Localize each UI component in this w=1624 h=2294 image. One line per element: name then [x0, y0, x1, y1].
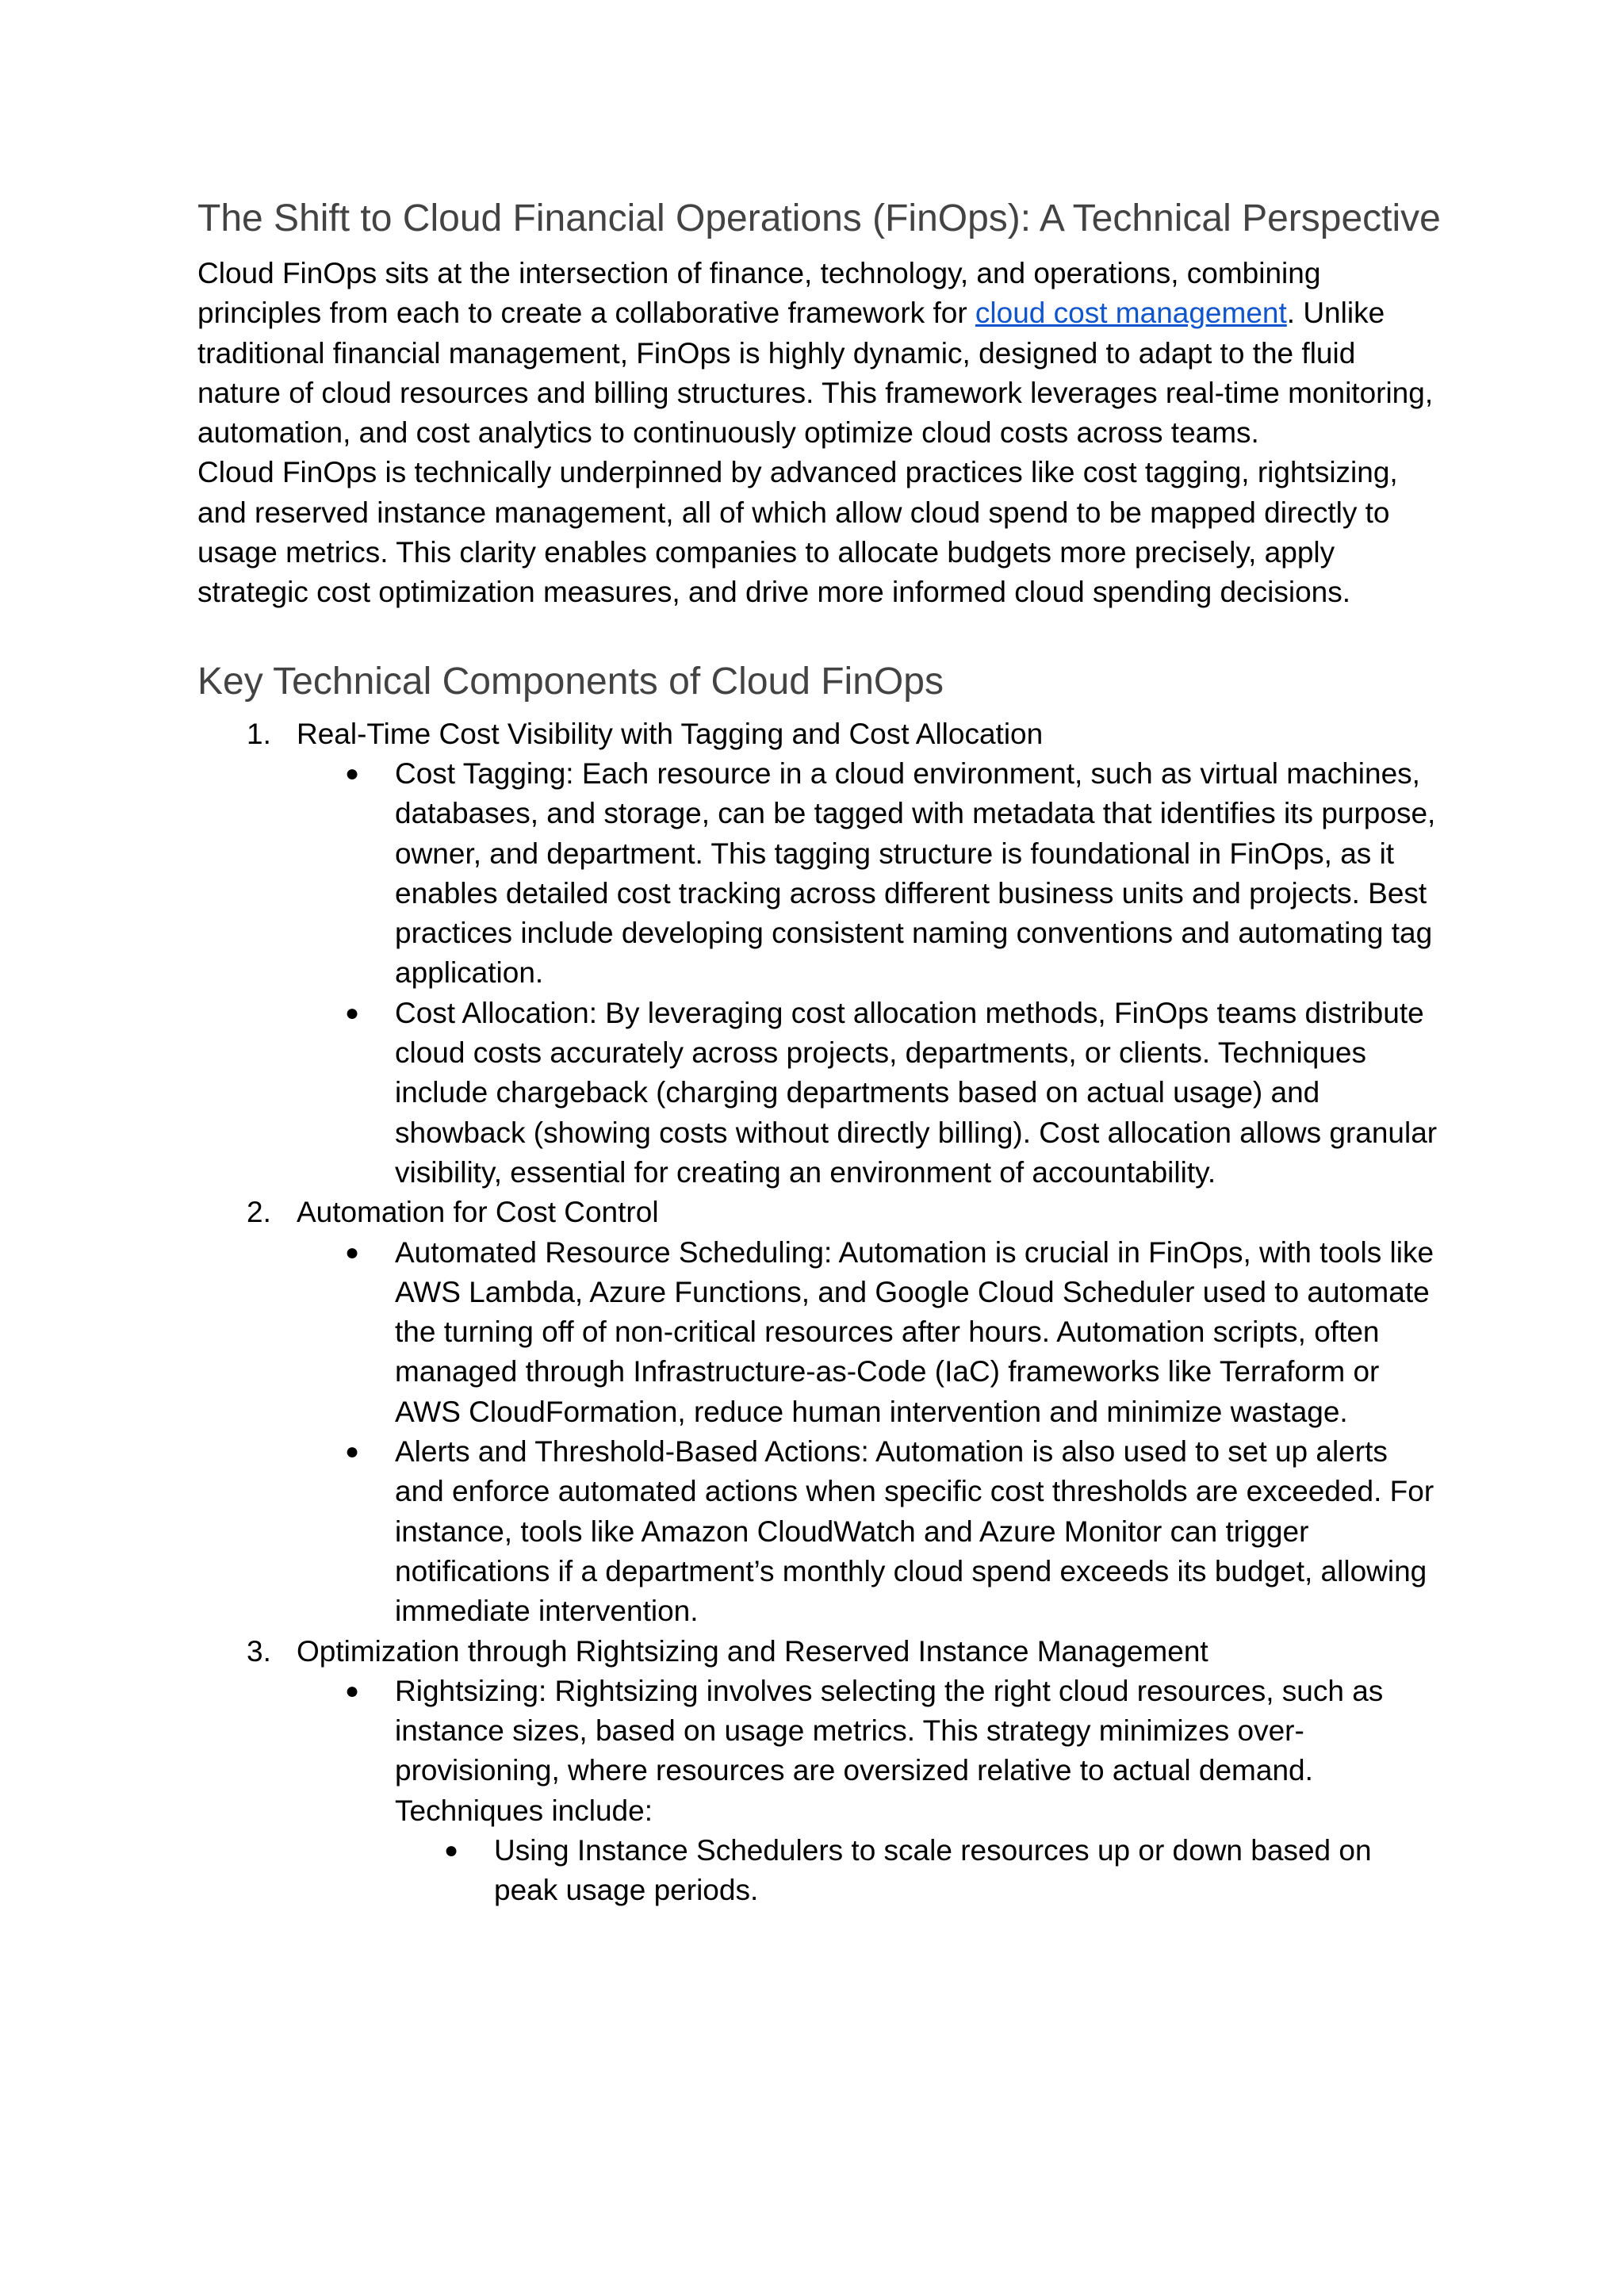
cloud-cost-management-link[interactable]: cloud cost management — [975, 297, 1287, 330]
list-number: 2. — [247, 1196, 271, 1229]
bullet-icon: ● — [345, 1677, 360, 1704]
intro-text-after-link: . Unlike traditional financial management, FinOps is highly dynamic, designed to adapt to the fluid nature of cloud resources and billing structures. This framework leverages real-time monitoring, automation, and cost analytics to continuously optimize cloud costs across teams. — [197, 297, 1434, 450]
intro-text-before-link: Cloud FinOps sits at the intersection of finance, technology, and operations, combining principles from each to create a collaborative framework for — [197, 257, 1321, 330]
list-item — [197, 1193, 1442, 1232]
section-heading: Key Technical Components of Cloud FinOps — [197, 660, 944, 703]
list-item-text: Optimization through Rightsizing and Reserved Instance Management — [297, 1634, 1208, 1668]
list-item — [197, 714, 1442, 754]
numbered-list — [197, 714, 1442, 1911]
document-page — [197, 193, 1442, 1911]
list-item — [197, 1632, 1442, 1672]
bullet-item — [197, 754, 1442, 994]
intro-paragraph-2: Cloud FinOps is technically underpinned by advanced practices like cost tagging, rightsizing, and reserved instance management, all of which allow cloud spend to be mapped directly to usage metrics. This clarity enables companies to allocate budgets more precisely, apply strategic cost optimization measures, and drive more informed cloud spending decisions. — [197, 456, 1398, 609]
bullet-item — [197, 1233, 1442, 1432]
bullet-text: Cost Tagging: Each resource in a cloud environment, such as virtual machines, databases, and storage, can be tagged with metadata that identifies its purpose, owner, and department. This tagging structure is foundational in FinOps, as it enables detailed cost tracking across different business units and projects. Best practices include developing consistent naming conventions and automating tag application. — [395, 756, 1436, 990]
bullet-icon: ● — [444, 1836, 459, 1863]
document-title: The Shift to Cloud Financial Operations (FinOps): A Technical Perspective — [197, 197, 1441, 239]
list-item-text: Real-Time Cost Visibility with Tagging and Cost Allocation — [297, 717, 1044, 750]
bullet-text: Cost Allocation: By leveraging cost allocation methods, FinOps teams distribute cloud costs accurately across projects, departments, or clients. Techniques include chargeback (charging departments based on actual usage) and showback (showing costs without directly billing). Cost allocation allows granular visibility, essential for creating an environment of accountability. — [395, 996, 1438, 1189]
list-item-text: Automation for Cost Control — [297, 1196, 659, 1229]
bullet-text: Rightsizing: Rightsizing involves selecting the right cloud resources, such as instance sizes, based on usage metrics. This strategy minimizes over-provisioning, where resources are oversized relative to actual demand. Techniques include: — [395, 1674, 1384, 1827]
bullet-text: Alerts and Threshold-Based Actions: Automation is also used to set up alerts and enforce automated actions when specific cost thresholds are exceeded. For instance, tools like Amazon CloudWatch and Azure Monitor can trigger notifications if a department’s monthly cloud spend exceeds its budget, allowing immediate intervention. — [395, 1435, 1434, 1628]
list-number: 1. — [247, 717, 271, 750]
intro-paragraph-1 — [197, 254, 1442, 453]
bullet-icon: ● — [345, 1438, 360, 1465]
bullet-icon: ● — [345, 760, 360, 787]
bullet-item — [197, 1432, 1442, 1631]
list-number: 3. — [247, 1634, 271, 1668]
sub-bullet-item — [197, 1831, 1442, 1911]
bullet-text: Automated Resource Scheduling: Automation is crucial in FinOps, with tools like AWS Lambda, Azure Functions, and Google Cloud Scheduler used to automate the turning off of non-critical resources after hours. Automation scripts, often managed through Infrastructure-as-Code (IaC) frameworks like Terraform or AWS CloudFormation, reduce human intervention and minimize wastage. — [395, 1235, 1434, 1428]
bullet-icon: ● — [345, 999, 360, 1026]
bullet-item — [197, 994, 1442, 1193]
bullet-icon: ● — [345, 1239, 360, 1266]
sub-bullet-text: Using Instance Schedulers to scale resources up or down based on peak usage periods. — [494, 1833, 1372, 1907]
bullet-item — [197, 1672, 1442, 1831]
